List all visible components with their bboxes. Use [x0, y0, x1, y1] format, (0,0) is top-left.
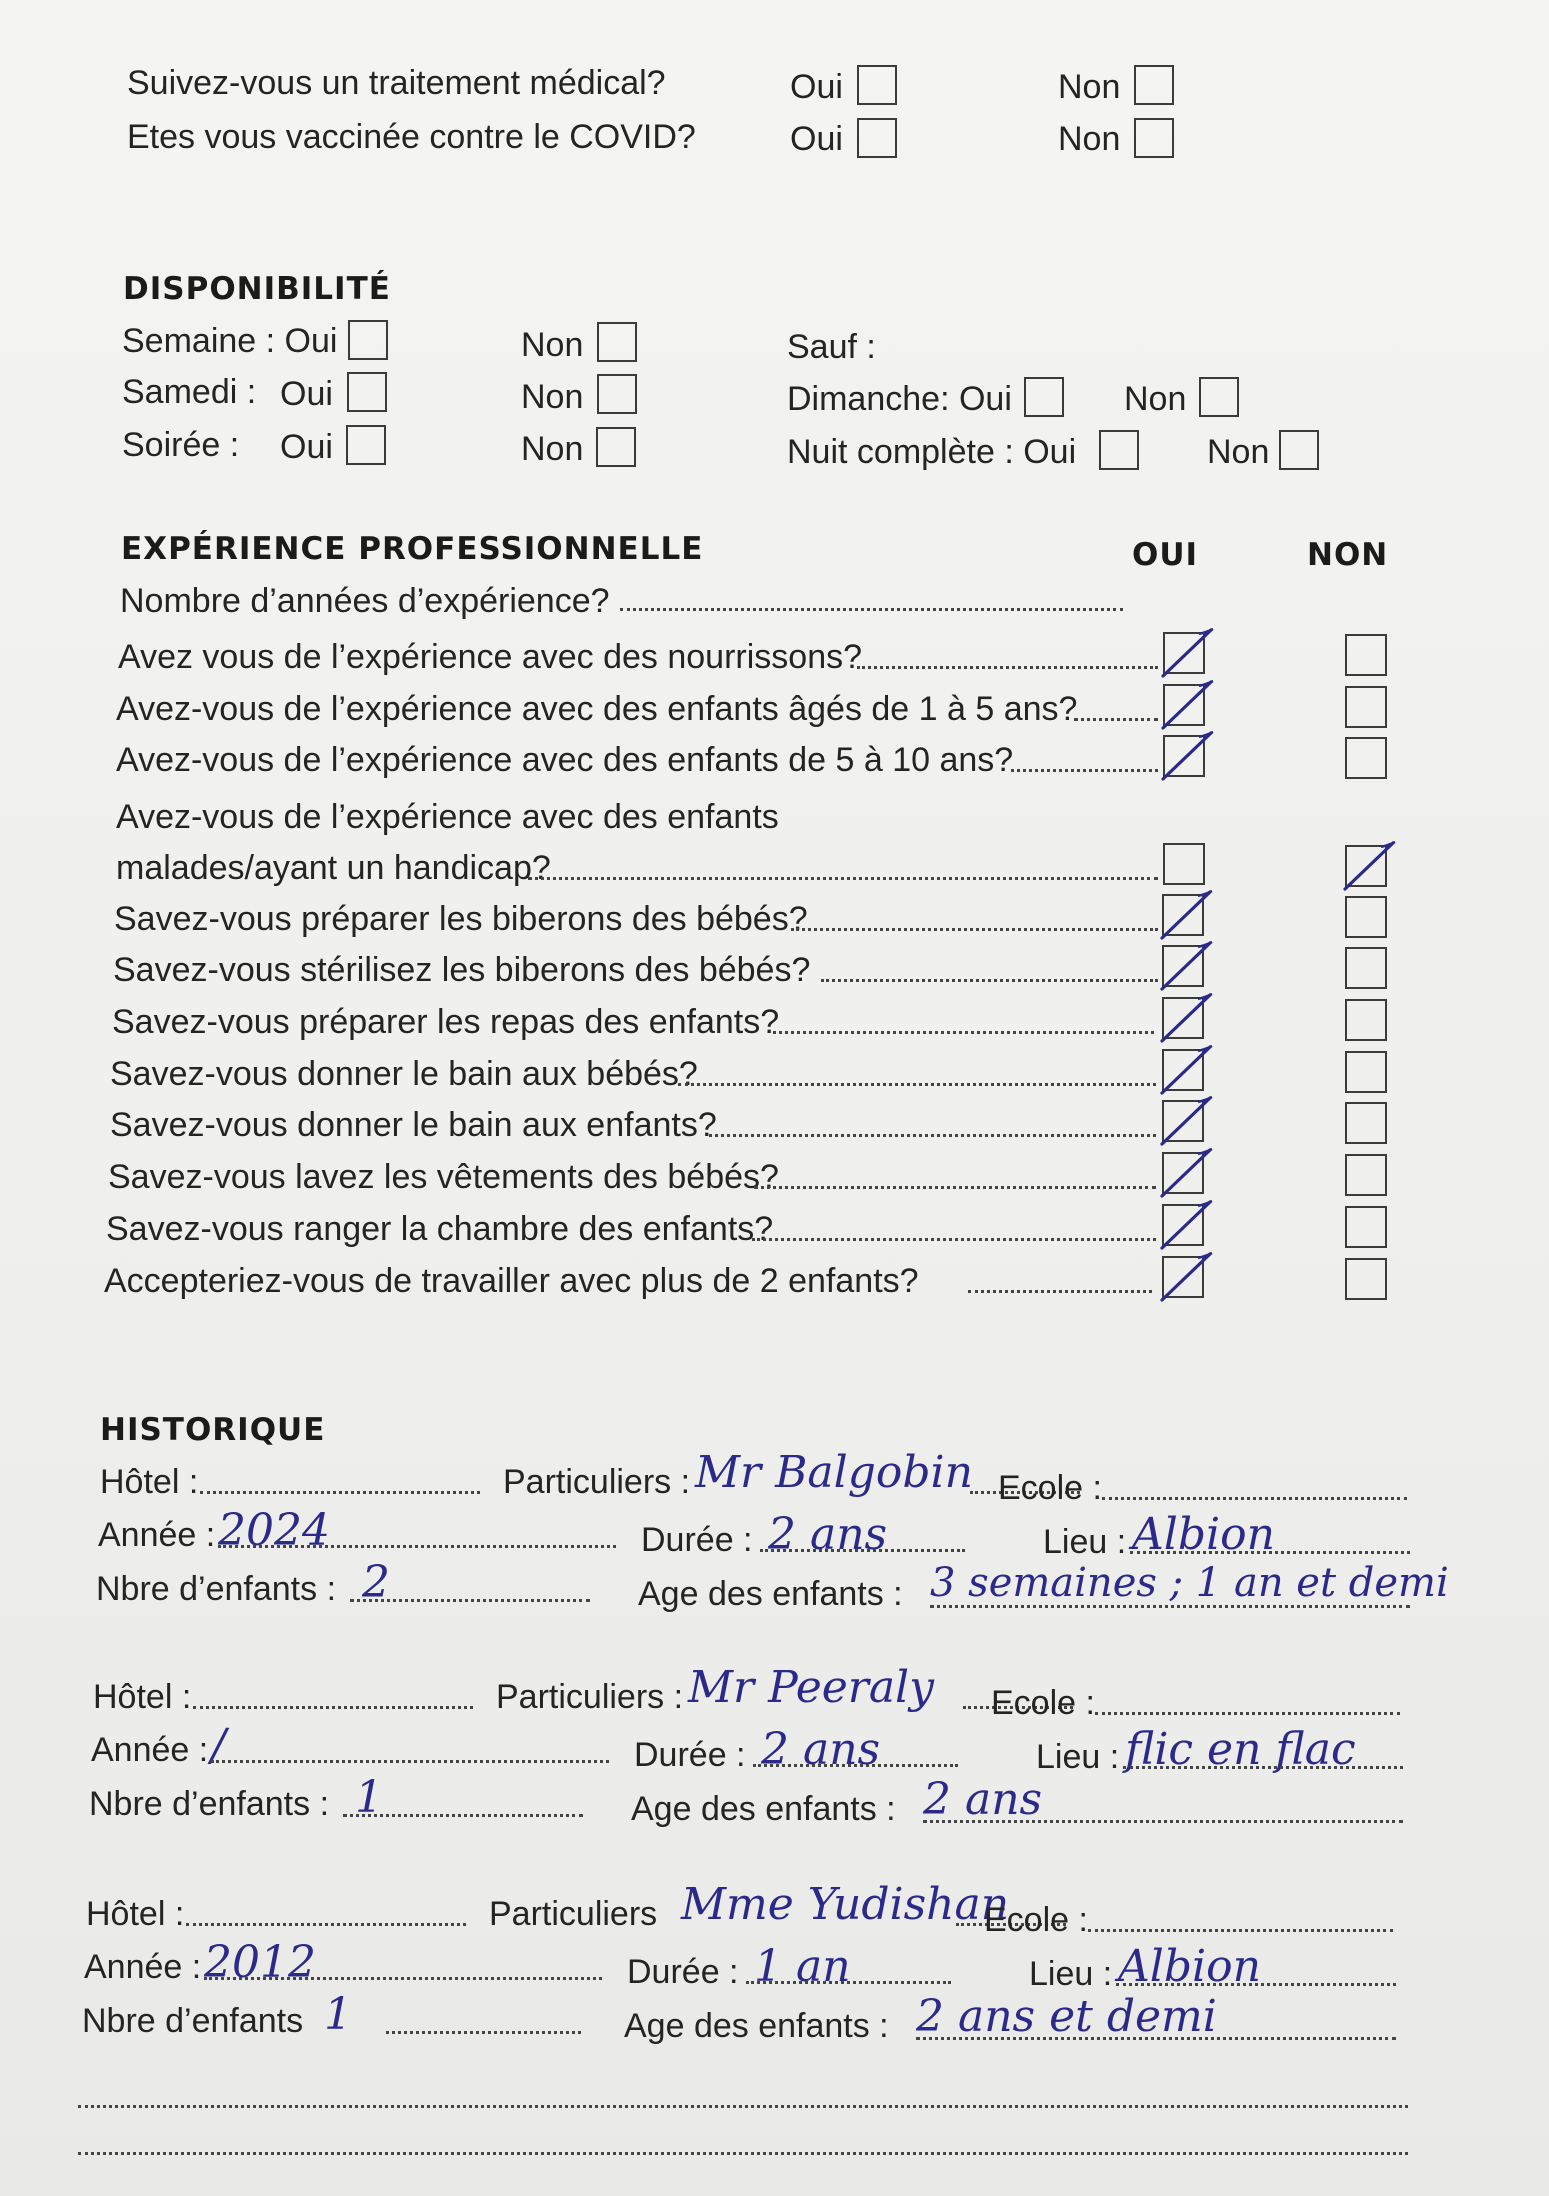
check-mark	[1158, 1094, 1214, 1150]
lieu-label: Lieu :	[1043, 1523, 1127, 1561]
experience-question: Avez vous de l’expérience avec des nourrissons?	[118, 638, 863, 676]
history-title: HISTORIQUE	[100, 1412, 326, 1448]
check-mark	[1158, 888, 1214, 944]
duree-label: Durée :	[641, 1521, 753, 1559]
dot-leader	[791, 928, 1158, 931]
hotel-field[interactable]	[186, 1923, 466, 1926]
dimanche-oui-label: Dimanche: Oui	[787, 380, 1012, 418]
samedi-non-checkbox[interactable]	[597, 374, 637, 414]
annee-label: Année :	[91, 1731, 209, 1769]
treatment-non-label: Non	[1058, 68, 1121, 106]
duree-value[interactable]: 2 ans	[761, 1724, 881, 1775]
experience-non-checkbox[interactable]	[1345, 1154, 1387, 1196]
check-mark	[1158, 1250, 1214, 1306]
nuit-non-label: Non	[1207, 433, 1270, 471]
samedi-oui-checkbox[interactable]	[347, 372, 387, 412]
experience-non-checkbox[interactable]	[1345, 1102, 1387, 1144]
nuit-non-checkbox[interactable]	[1279, 430, 1319, 470]
experience-question: Avez-vous de l’expérience avec des enfants âgés de 1 à 5 ans?	[116, 690, 1078, 728]
check-mark	[1158, 1198, 1214, 1254]
treatment-non-checkbox[interactable]	[1134, 65, 1174, 105]
samedi-label: Samedi :	[122, 373, 257, 411]
experience-non-checkbox[interactable]	[1345, 1258, 1387, 1300]
experience-non-checkbox[interactable]	[1345, 686, 1387, 728]
health-question-treatment: Suivez-vous un traitement médical?	[127, 64, 666, 102]
nbre-label: Nbre d’enfants :	[96, 1570, 337, 1608]
dot-leader	[709, 1134, 1156, 1137]
duree-field[interactable]	[760, 1549, 965, 1552]
age-label: Age des enfants :	[638, 1575, 903, 1613]
experience-question: Savez-vous lavez les vêtements des bébés?	[108, 1158, 779, 1196]
dot-leader	[752, 1238, 1156, 1241]
nbre-field[interactable]	[343, 1814, 583, 1817]
dot-leader	[754, 1186, 1156, 1189]
experience-oui-checkbox[interactable]	[1162, 1204, 1204, 1246]
dimanche-non-label: Non	[1124, 380, 1187, 418]
experience-question: Savez-vous donner le bain aux enfants?	[110, 1106, 717, 1144]
lieu-value[interactable]: Albion	[1132, 1509, 1275, 1560]
annee-field[interactable]	[218, 1545, 616, 1548]
experience-oui-checkbox[interactable]	[1162, 1100, 1204, 1142]
experience-oui-checkbox[interactable]	[1162, 1256, 1204, 1298]
experience-oui-checkbox[interactable]	[1162, 1152, 1204, 1194]
particuliers-label: Particuliers :	[503, 1463, 691, 1501]
experience-question: Accepteriez-vous de travailler avec plus de 2 enfants?	[104, 1262, 919, 1300]
health-question-covid: Etes vous vaccinée contre le COVID?	[127, 118, 696, 156]
experience-non-checkbox[interactable]	[1345, 947, 1387, 989]
lieu-label: Lieu :	[1036, 1738, 1120, 1776]
soiree-label: Soirée :	[122, 426, 240, 464]
lieu-label: Lieu :	[1029, 1955, 1113, 1993]
experience-non-checkbox[interactable]	[1345, 896, 1387, 938]
treatment-oui-label: Oui	[790, 68, 843, 106]
check-mark	[1158, 991, 1214, 1047]
soiree-non-label: Non	[521, 430, 584, 468]
age-value[interactable]: 3 semaines ; 1 an et demi	[930, 1560, 1449, 1606]
experience-question-prefix: Avez-vous de l’expérience avec des enfants	[116, 798, 779, 836]
dot-leader	[1011, 769, 1158, 772]
annee-value[interactable]: 2012	[204, 1937, 316, 1988]
sauf-label: Sauf :	[787, 328, 876, 366]
annee-label: Année :	[98, 1516, 216, 1554]
semaine-non-checkbox[interactable]	[597, 322, 637, 362]
experience-oui-checkbox[interactable]	[1162, 1049, 1204, 1091]
semaine-oui-checkbox[interactable]	[348, 320, 388, 360]
ecole-label: Ecole :	[998, 1469, 1102, 1507]
particuliers-label: Particuliers :	[496, 1678, 684, 1716]
annee-value[interactable]: /	[211, 1720, 226, 1771]
soiree-non-checkbox[interactable]	[596, 427, 636, 467]
experience-question: Savez-vous ranger la chambre des enfants?	[106, 1210, 774, 1248]
check-mark	[1158, 939, 1214, 995]
check-mark	[1158, 1146, 1214, 1202]
ecole-label: Ecole :	[984, 1901, 1088, 1939]
dot-leader	[773, 1031, 1154, 1034]
covid-non-checkbox[interactable]	[1134, 118, 1174, 158]
experience-question: Savez-vous stérilisez les biberons des bébés?	[113, 951, 811, 989]
check-mark	[1159, 678, 1215, 734]
covid-oui-checkbox[interactable]	[857, 118, 897, 158]
ecole-field[interactable]	[1102, 1497, 1407, 1500]
annee-value[interactable]: 2024	[218, 1505, 330, 1556]
dimanche-non-checkbox[interactable]	[1199, 377, 1239, 417]
dimanche-oui-checkbox[interactable]	[1024, 377, 1064, 417]
samedi-non-label: Non	[521, 378, 584, 416]
semaine-non-label: Non	[521, 326, 584, 364]
age-label: Age des enfants :	[624, 2007, 889, 2045]
experience-oui-checkbox[interactable]	[1162, 945, 1204, 987]
experience-non-checkbox[interactable]	[1345, 634, 1387, 676]
lieu-value[interactable]: flic en flac	[1125, 1724, 1356, 1775]
ecole-field[interactable]	[1088, 1929, 1393, 1932]
ecole-field[interactable]	[1095, 1712, 1400, 1715]
experience-oui-checkbox[interactable]	[1163, 684, 1205, 726]
age-label: Age des enfants :	[631, 1790, 896, 1828]
dot-leader	[821, 979, 1158, 982]
particuliers-label: Particuliers	[489, 1895, 658, 1933]
check-mark	[1159, 626, 1215, 682]
experience-title: EXPÉRIENCE PROFESSIONNELLE	[121, 531, 704, 567]
experience-question: Avez-vous de l’expérience avec des enfants de 5 à 10 ans?	[116, 741, 1014, 779]
experience-question: malades/ayant un handicap?	[116, 849, 551, 887]
experience-oui-checkbox[interactable]	[1163, 735, 1205, 777]
lieu-value[interactable]: Albion	[1118, 1941, 1261, 1992]
years-question: Nombre d’années d’expérience?	[120, 582, 610, 620]
blank-line[interactable]	[78, 2105, 1408, 2108]
experience-question: Savez-vous donner le bain aux bébés?	[110, 1055, 698, 1093]
nbre-value[interactable]: 1	[355, 1772, 383, 1823]
duree-field[interactable]	[746, 1981, 951, 1984]
annee-field[interactable]	[204, 1977, 602, 1980]
hotel-label: Hôtel :	[100, 1463, 199, 1501]
dot-leader	[857, 666, 1158, 669]
blank-line[interactable]	[78, 2152, 1408, 2155]
hotel-field[interactable]	[193, 1706, 473, 1709]
semaine-label: Semaine : Oui	[122, 322, 338, 360]
experience-col-oui: OUI	[1132, 537, 1199, 573]
dot-leader	[1074, 718, 1158, 721]
experience-non-checkbox[interactable]	[1345, 1051, 1387, 1093]
lieu-field[interactable]	[1130, 1551, 1410, 1554]
experience-col-non: NON	[1307, 537, 1389, 573]
particuliers-value[interactable]: Mme Yudishan	[681, 1879, 1010, 1930]
experience-oui-checkbox[interactable]	[1162, 997, 1204, 1039]
age-field[interactable]	[923, 1820, 1403, 1823]
check-mark	[1159, 729, 1215, 785]
experience-oui-checkbox[interactable]	[1163, 632, 1205, 674]
nuit-oui-label: Nuit complète : Oui	[787, 433, 1077, 471]
particuliers-value[interactable]: Mr Balgobin	[695, 1447, 973, 1498]
samedi-oui-label: Oui	[280, 375, 333, 413]
experience-question: Savez-vous préparer les biberons des bébés?	[114, 900, 808, 938]
ecole-label: Ecole :	[991, 1684, 1095, 1722]
duree-label: Durée :	[634, 1736, 746, 1774]
availability-title: DISPONIBILITÉ	[123, 271, 391, 307]
nuit-oui-checkbox[interactable]	[1099, 430, 1139, 470]
duree-label: Durée :	[627, 1953, 739, 1991]
nbre-label: Nbre d’enfants	[82, 2002, 304, 2040]
experience-oui-checkbox[interactable]	[1163, 843, 1205, 885]
experience-question: Savez-vous préparer les repas des enfants?	[112, 1003, 780, 1041]
hotel-field[interactable]	[200, 1491, 480, 1494]
lieu-field[interactable]	[1123, 1766, 1403, 1769]
dot-leader	[968, 1290, 1152, 1293]
dot-leader	[678, 1083, 1156, 1086]
age-field[interactable]	[930, 1605, 1410, 1608]
experience-non-checkbox[interactable]	[1345, 845, 1387, 887]
hotel-label: Hôtel :	[93, 1678, 192, 1716]
nbre-field[interactable]	[386, 2031, 581, 2034]
duree-value[interactable]: 1 an	[754, 1941, 851, 1992]
nbre-value[interactable]: 2	[362, 1557, 390, 1608]
age-value[interactable]: 2 ans	[923, 1774, 1043, 1825]
check-mark	[1341, 839, 1397, 895]
hotel-label: Hôtel :	[86, 1895, 185, 1933]
annee-label: Année :	[84, 1948, 202, 1986]
age-field[interactable]	[916, 2037, 1396, 2040]
duree-field[interactable]	[753, 1764, 958, 1767]
duree-value[interactable]: 2 ans	[768, 1509, 888, 1560]
soiree-oui-label: Oui	[280, 428, 333, 466]
nbre-field[interactable]	[350, 1599, 590, 1602]
covid-non-label: Non	[1058, 120, 1121, 158]
experience-non-checkbox[interactable]	[1345, 1206, 1387, 1248]
annee-field[interactable]	[211, 1760, 609, 1763]
covid-oui-label: Oui	[790, 120, 843, 158]
age-value[interactable]: 2 ans et demi	[916, 1991, 1217, 2042]
experience-non-checkbox[interactable]	[1345, 999, 1387, 1041]
nbre-label: Nbre d’enfants :	[89, 1785, 330, 1823]
dot-leader	[528, 877, 1158, 880]
nbre-value[interactable]: 1	[324, 1989, 352, 2040]
particuliers-value[interactable]: Mr Peeraly	[688, 1662, 934, 1713]
treatment-oui-checkbox[interactable]	[857, 65, 897, 105]
years-answer-line[interactable]	[620, 608, 1123, 611]
check-mark	[1158, 1043, 1214, 1099]
soiree-oui-checkbox[interactable]	[346, 425, 386, 465]
experience-oui-checkbox[interactable]	[1162, 894, 1204, 936]
lieu-field[interactable]	[1116, 1983, 1396, 1986]
experience-non-checkbox[interactable]	[1345, 737, 1387, 779]
